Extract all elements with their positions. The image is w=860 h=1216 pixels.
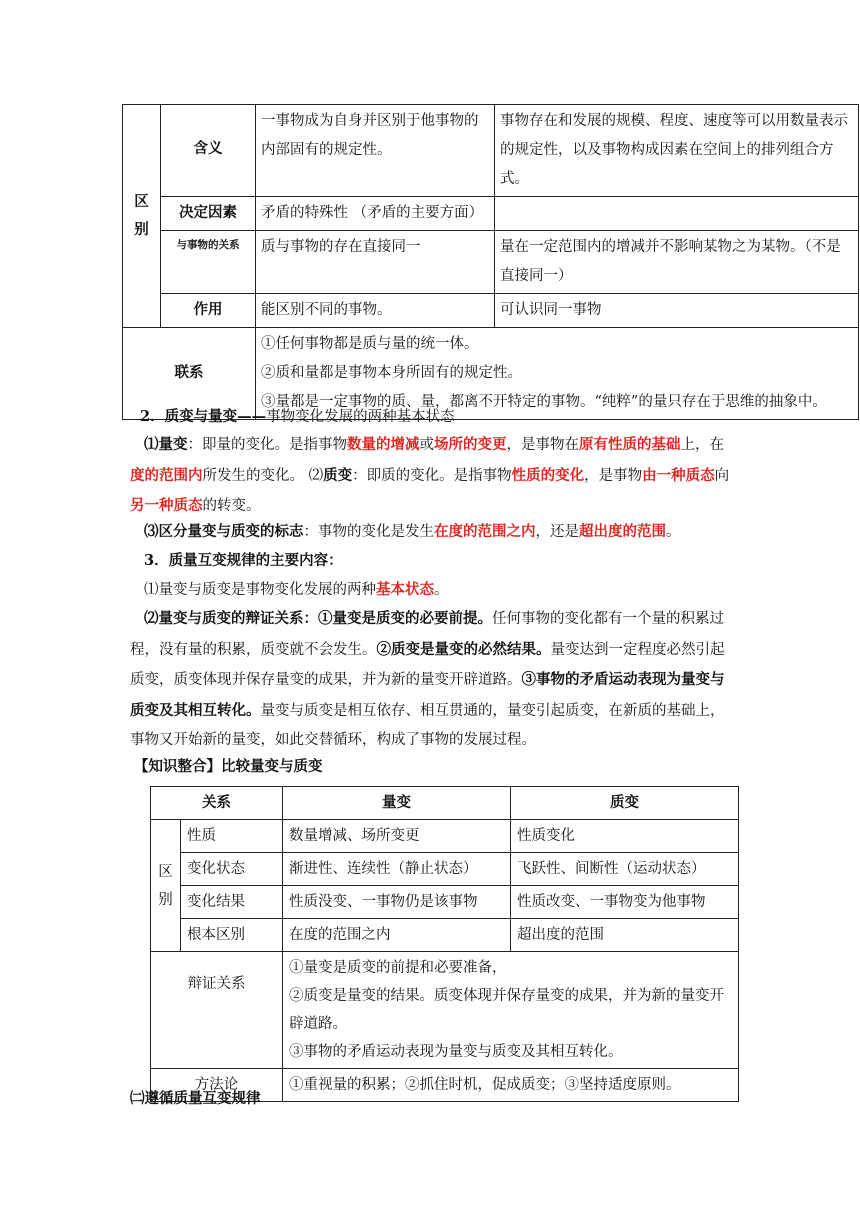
heading-number: 2．质变与量变—— (140, 408, 267, 425)
row-label: 含义 (161, 105, 256, 197)
row-label: 作用 (161, 294, 256, 328)
text: 上，在 (680, 437, 724, 453)
link-line: ②质和量都是事物本身所固有的规定性。 (261, 365, 522, 381)
section-3-paragraph-1 (130, 575, 732, 606)
table-row (123, 197, 859, 231)
text: 量变与质变是相互依存、相互贯通的，量变引起质变，在新质的基础上，事物又开始新的量变，如此交替循环，构成了事物的发展过程。 (130, 702, 725, 748)
quality-quantity-table (122, 104, 859, 420)
quantity-cell: 量在一定范围内的增减并不影响某物之为某物。（不是直接同一） (495, 231, 859, 294)
text: ，是事物在 (506, 437, 579, 453)
quality-cell: 能区别不同的事物。 (256, 294, 495, 328)
link-label: 联系 (123, 328, 256, 420)
method-label: 方法论 (151, 1069, 283, 1102)
text: 向 (714, 467, 730, 484)
term: ⑶区分量变与质变的标志 (144, 523, 304, 540)
dialectic-line: ②质变是量变的结果。质变体现并保存量变的成果，并为新的量变开辟道路。 (289, 988, 724, 1032)
text: ：事物的变化是发生 (303, 524, 434, 540)
section-2-paragraph-1 (130, 430, 732, 522)
quantity-cell: 数量增减、场所变更 (283, 820, 511, 853)
quality-cell: 一事物成为自身并区别于他事物的内部固有的规定性。 (256, 105, 495, 197)
text: 量变达到一定程度必然引起质变，质变体现并保存量变的成果，并为新的量变开辟道路。 (130, 641, 725, 688)
table-row (151, 820, 739, 853)
highlight: 超出度的范围 (579, 523, 666, 540)
section-3-heading: 3．质量互变规律的主要内容： (144, 552, 343, 569)
table-row (151, 952, 739, 1069)
column-header: 量变 (283, 787, 511, 820)
text: 或 (419, 437, 434, 453)
highlight: 原有性质的基础 (579, 436, 681, 453)
dialectic-line: ③事物的矛盾运动表现为量变与质变及其相互转化。 (289, 1044, 623, 1060)
section-3-paragraph-2 (130, 604, 732, 756)
column-header: 关系 (151, 787, 283, 820)
text: ，是事物 (584, 467, 643, 484)
difference-label: 区 别 (123, 105, 161, 328)
table-row (123, 231, 859, 294)
row-label: 变化状态 (181, 853, 283, 886)
text: 的转变。 (202, 498, 261, 514)
row-label: 与事物的关系 (161, 231, 256, 294)
quality-cell: 质与事物的存在直接同一 (256, 231, 495, 294)
heading-text: 事物变化发展的两种基本状态 (266, 409, 455, 425)
link-line: ①任何事物都是质与量的统一体。 (261, 336, 479, 352)
quantity-cell: 事物存在和发展的规模、程度、速度等可以用数量表示的规定性，以及事物构成因素在空间上的排列组合方式。 (495, 105, 859, 197)
term: ⑴量变 (144, 436, 188, 453)
text: 所发生的变化。 ⑵ (202, 467, 324, 484)
section-2-heading (140, 402, 742, 433)
text: 。 (666, 524, 681, 540)
highlight: 另一种质态 (130, 497, 203, 514)
highlight: 性质的变化 (511, 466, 585, 484)
text: ：即量的变化。是指事物 (187, 437, 347, 453)
footer-heading: ㈡遵循质量互变规律 (130, 1090, 261, 1107)
quality-cell: 矛盾的特殊性 （矛盾的主要方面） (256, 197, 495, 231)
quality-cell: 性质变化 (511, 820, 739, 853)
comparison-table (150, 786, 739, 1102)
row-label: 决定因素 (161, 197, 256, 231)
quantity-cell: 可认识同一事物 (495, 294, 859, 328)
method-cell: ①重视量的积累；②抓住时机，促成质变；③坚持适度原则。 (283, 1069, 739, 1102)
term: 质变 (323, 466, 353, 484)
dialectic-line: ①量变是质变的前提和必要准备， (289, 960, 507, 976)
highlight: 由一种质态 (642, 466, 715, 484)
link-line: ③量都是一定事物的质、量，都离不开特定的事物。“纯粹”的量只存在于思维的抽象中。 (261, 394, 827, 410)
quantity-cell: 性质没变、一事物仍是该事物 (283, 886, 511, 919)
quality-cell: 飞跃性、间断性（运动状态） (511, 853, 739, 886)
dialectic-cell (283, 952, 739, 1069)
text: ⑴量变与质变是事物变化发展的两种 (144, 582, 376, 598)
text: 。 (434, 582, 449, 598)
section-2-paragraph-3 (130, 517, 732, 548)
table-row (151, 853, 739, 886)
row-label: 根本区别 (181, 919, 283, 952)
difference-label: 区 别 (151, 820, 181, 952)
table-row (151, 919, 739, 952)
term: ③事物的矛盾运动表现为量变与质变及其相互转化。 (130, 671, 725, 719)
text: 任何事物的变化都有一个量的积累过程，没有量的积累，质变就不会发生。 (130, 611, 724, 658)
integration-heading: 【知识整合】比较量变与质变 (134, 758, 323, 775)
quality-cell: 超出度的范围 (511, 919, 739, 952)
column-header: 质变 (511, 787, 739, 820)
table-row (151, 886, 739, 919)
table-row (123, 105, 859, 197)
quantity-cell: 渐进性、连续性（静止状态） (283, 853, 511, 886)
dialectic-label: 辩证关系 (151, 952, 283, 1069)
row-label: 变化结果 (181, 886, 283, 919)
quantity-cell: 在度的范围之内 (283, 919, 511, 952)
table-header-row (151, 787, 739, 820)
highlight: 度的范围内 (130, 466, 203, 484)
highlight: 场所的变更 (434, 436, 507, 453)
highlight: 基本状态 (376, 581, 434, 598)
quality-cell: 性质改变、一事物变为他事物 (511, 886, 739, 919)
term: ②质变是量变的必然结果。 (376, 640, 551, 658)
highlight: 数量的增减 (347, 436, 420, 453)
text: ，还是 (535, 524, 579, 540)
text: ：即质的变化。是指事物 (352, 467, 512, 484)
row-label: 性质 (181, 820, 283, 853)
term: ⑵量变与质变的辩证关系：①量变是质变的必要前提。 (144, 610, 492, 627)
table-row (123, 294, 859, 328)
highlight: 在度的范围之内 (434, 523, 536, 540)
quantity-cell (495, 197, 859, 231)
